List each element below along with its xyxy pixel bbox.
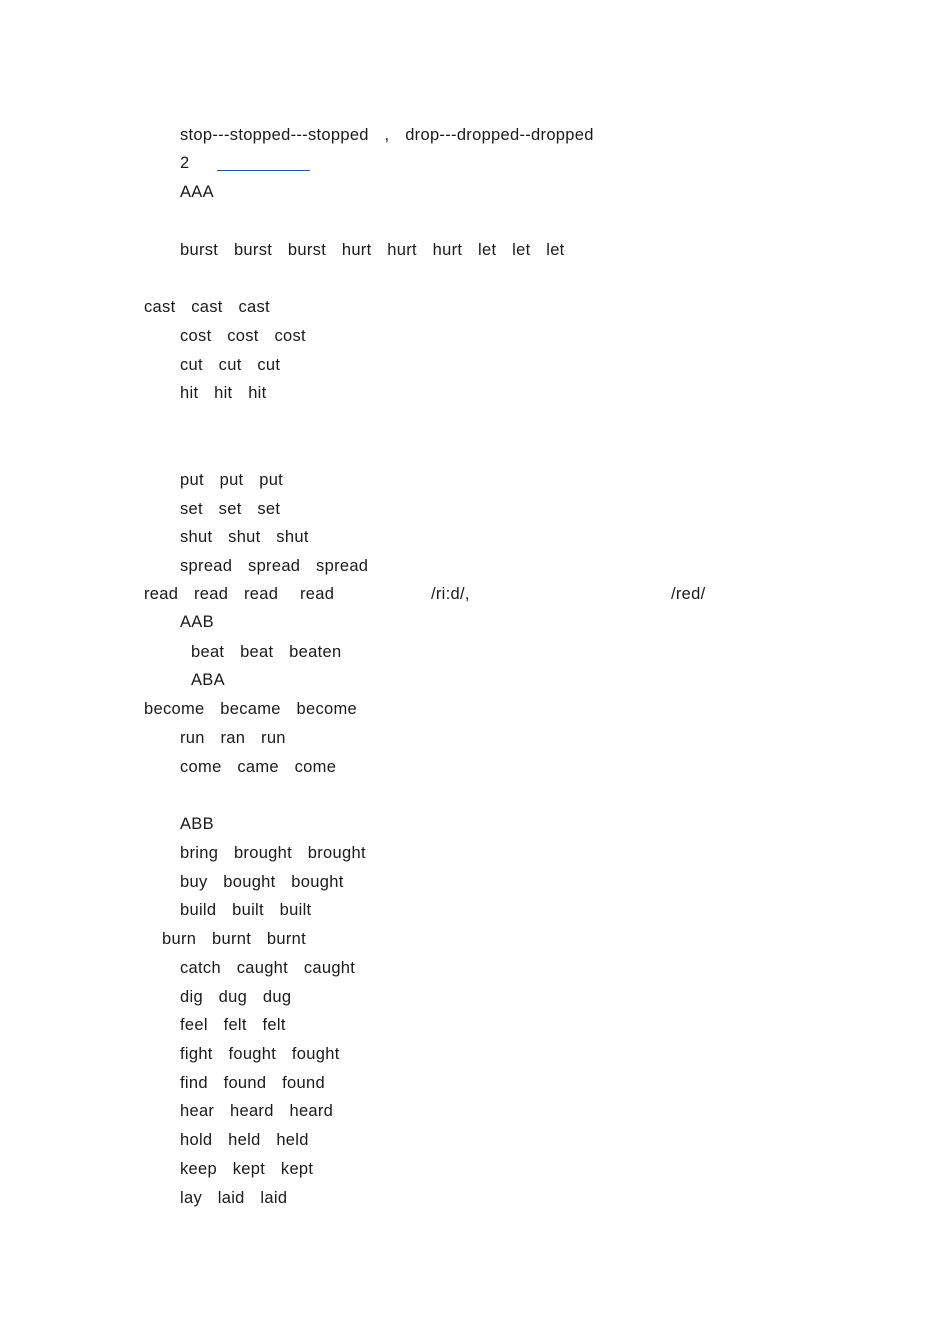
pronunciation: /red/: [671, 585, 706, 603]
text-line: cast cast cast: [144, 298, 270, 316]
text-line: feel felt felt: [180, 1016, 286, 1034]
text-line: cut cut cut: [180, 356, 281, 374]
text-line: spread spread spread: [180, 557, 369, 575]
pattern-heading: AAA: [180, 183, 214, 201]
text-line: dig dug dug: [180, 988, 292, 1006]
text-line: hit hit hit: [180, 384, 267, 402]
pattern-heading: AAB: [180, 613, 214, 631]
pronunciation: /ri:d/,: [431, 585, 470, 603]
text-line: shut shut shut: [180, 528, 309, 546]
text-line: find found found: [180, 1074, 325, 1092]
text-line: keep kept kept: [180, 1160, 314, 1178]
text-line: put put put: [180, 471, 284, 489]
text-line: build built built: [180, 901, 312, 919]
section-number: 2: [180, 154, 198, 172]
text-line: hold held held: [180, 1131, 309, 1149]
text-line: buy bought bought: [180, 873, 344, 891]
text-line: become became become: [144, 700, 358, 718]
text-line: read read read: [144, 585, 279, 603]
text-line: hear heard heard: [180, 1102, 334, 1120]
text-line: run ran run: [180, 729, 286, 747]
text-line: cost cost cost: [180, 327, 306, 345]
text-line: burst burst burst hurt hurt hurt let let let: [180, 241, 565, 259]
text-line: burn burnt burnt: [162, 930, 306, 948]
link-underline: [217, 170, 310, 171]
text-line: fight fought fought: [180, 1045, 340, 1063]
pattern-heading: ABA: [191, 671, 225, 689]
text-line: beat beat beaten: [191, 643, 342, 661]
text-segment: read: [300, 585, 335, 603]
text-line: come came come: [180, 758, 337, 776]
text-line: lay laid laid: [180, 1189, 288, 1207]
text-line: bring brought brought: [180, 844, 366, 862]
text-line: catch caught caught: [180, 959, 356, 977]
text-line: stop---stopped---stopped , drop---dropped--dropped: [180, 126, 594, 144]
text-line: set set set: [180, 500, 281, 518]
pattern-heading: ABB: [180, 815, 214, 833]
